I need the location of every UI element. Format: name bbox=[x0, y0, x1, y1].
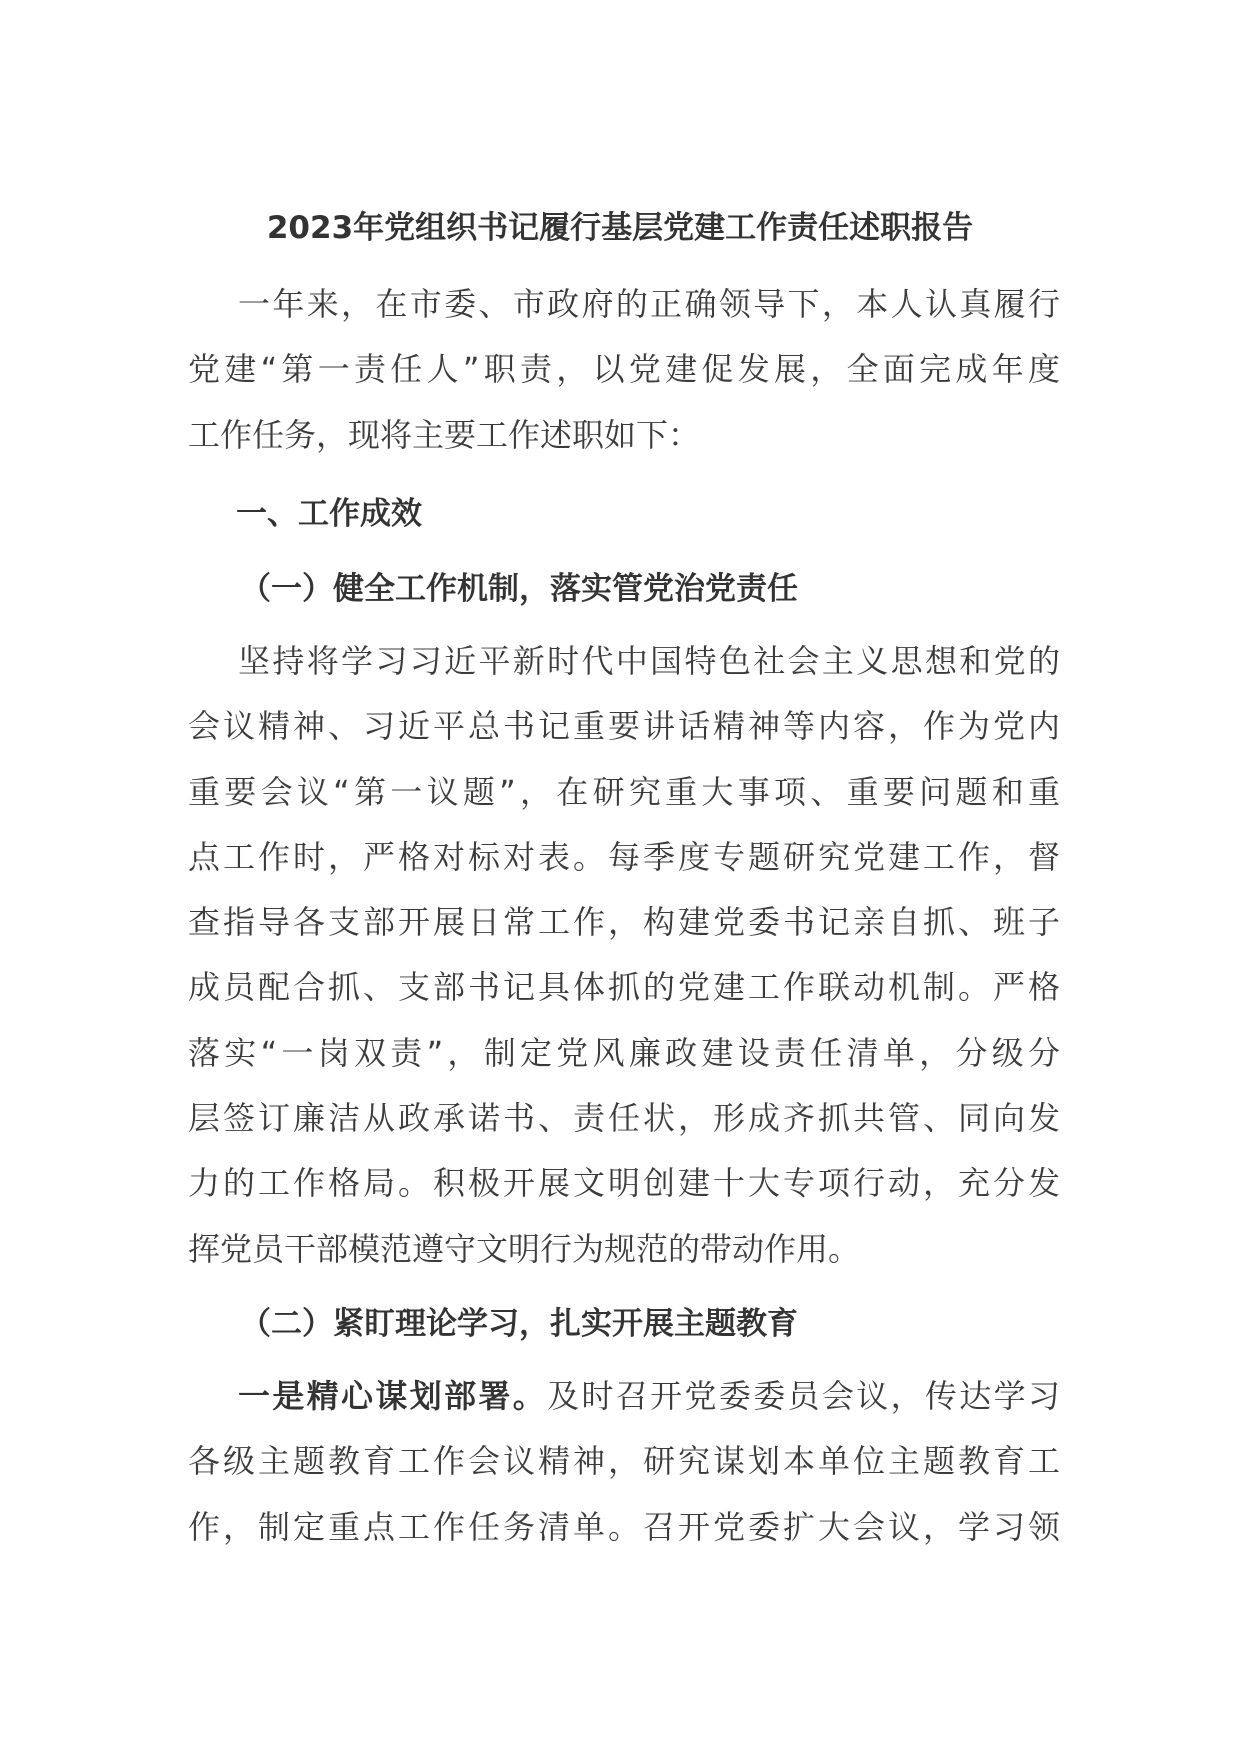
document-title: 2023年党组织书记履行基层党建工作责任述职报告 bbox=[266, 210, 974, 246]
paragraph-line: 党建“第一责任人”职责，以党建促发展，全面完成年度 bbox=[188, 350, 1060, 389]
paragraph-line: 点工作时，严格对标对表。每季度专题研究党建工作，督 bbox=[188, 837, 1060, 876]
paragraph-line bbox=[188, 1364, 1060, 1429]
paragraph-line: 各级主题教育工作会议精神，研究谋划本单位主题教育工 bbox=[188, 1442, 1060, 1481]
paragraph-lead: 一是精心谋划部署。 bbox=[238, 1377, 548, 1415]
paragraph-line: 力的工作格局。积极开展文明创建十大专项行动，充分发 bbox=[188, 1164, 1060, 1203]
paragraph-line: 作，制定重点工作任务清单。召开党委扩大会议，学习领 bbox=[188, 1507, 1060, 1546]
paragraph-line: 坚持将学习习近平新时代中国特色社会主义思想和党的 bbox=[238, 642, 1060, 680]
paragraph-line: 成员配合抓、支部书记具体抓的党建工作联动机制。严格 bbox=[188, 968, 1060, 1007]
paragraph-line: 重要会议“第一议题”，在研究重大事项、重要问题和重 bbox=[188, 772, 1060, 811]
paragraph-line: 会议精神、习近平总书记重要讲话精神等内容，作为党内 bbox=[188, 707, 1060, 746]
paragraph-line: 工作任务，现将主要工作述职如下： bbox=[188, 415, 701, 454]
subsection-1-paragraph bbox=[188, 629, 1060, 1282]
section-heading-1: 一、工作成效 bbox=[236, 496, 422, 532]
paragraph-line: 层签订廉洁从政承诺书、责任状，形成齐抓共管、同向发 bbox=[188, 1099, 1060, 1138]
paragraph-line: 一年来，在市委、市政府的正确领导下，本人认真履行 bbox=[238, 285, 1060, 323]
paragraph-line: 落实“一岗双责”，制定党风廉政建设责任清单，分级分 bbox=[188, 1033, 1060, 1072]
paragraph-line: 查指导各支部开展日常工作，构建党委书记亲自抓、班子 bbox=[188, 903, 1060, 942]
intro-paragraph bbox=[188, 272, 1060, 468]
subsection-heading-1: （一）健全工作机制，落实管党治党责任 bbox=[240, 571, 798, 607]
paragraph-line: 挥党员干部模范遵守文明行为规范的带动作用。 bbox=[188, 1229, 861, 1268]
paragraph-text: 及时召开党委委员会议，传达学习 bbox=[547, 1377, 1060, 1415]
subsection-heading-2: （二）紧盯理论学习，扎实开展主题教育 bbox=[240, 1306, 798, 1342]
subsection-2-paragraph bbox=[188, 1364, 1060, 1560]
